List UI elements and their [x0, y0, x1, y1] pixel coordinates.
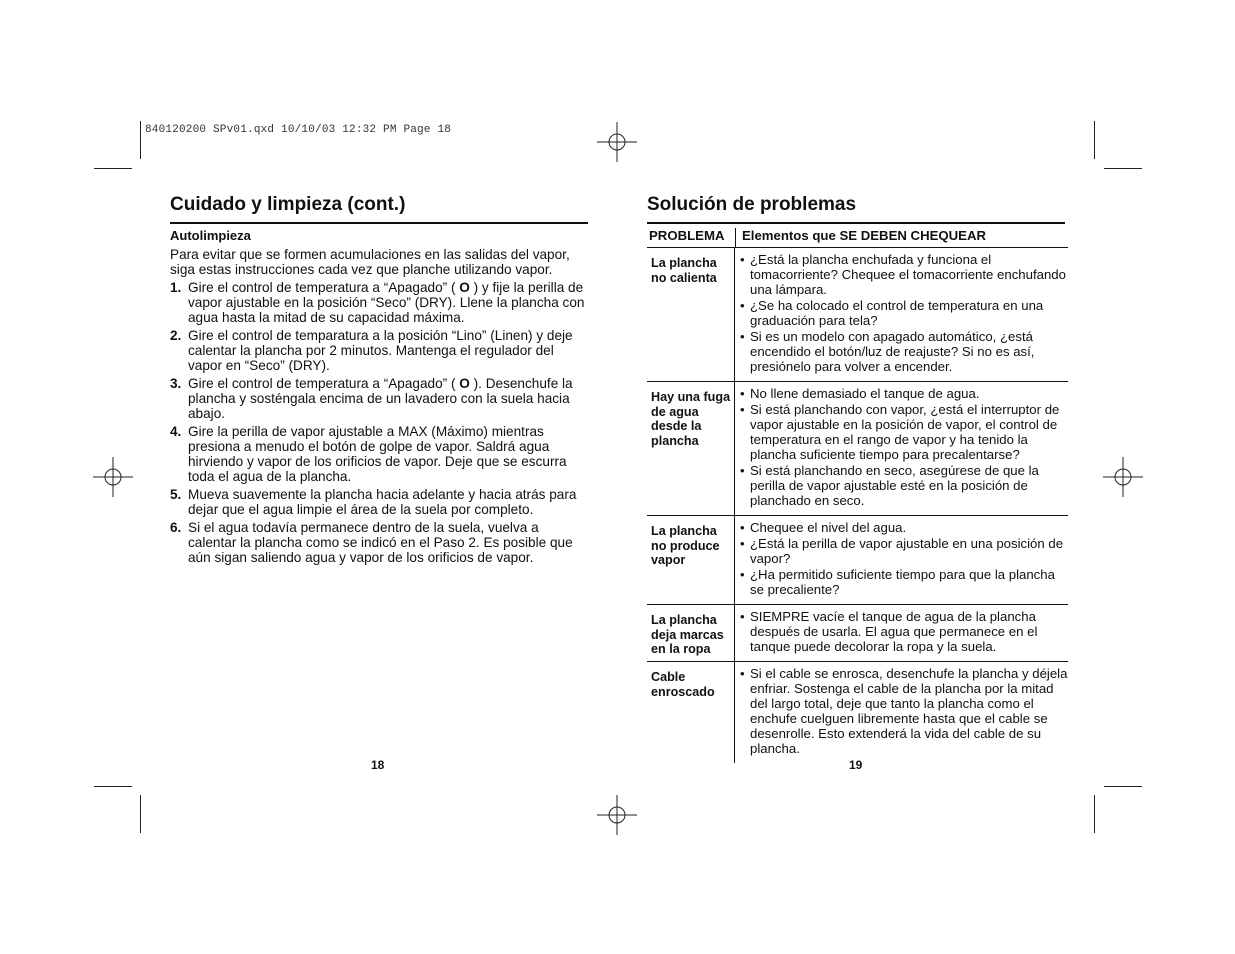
step-text: Gire el control de temperatura a “Apagado” (: [188, 280, 460, 295]
check-item: • Si está planchando en seco, asegúrese de que la perilla de vapor ajustable esté en la posición de planchado en seco.: [740, 463, 1068, 508]
crop-mark: [1104, 168, 1142, 169]
table-row: [647, 516, 1068, 605]
check-item: • ¿Se ha colocado el control de temperatura en una graduación para tela?: [740, 298, 1068, 328]
troubleshooting-table: [647, 228, 1068, 763]
table-row: [647, 662, 1068, 763]
cleaning-steps-list: [170, 280, 588, 565]
cleaning-step: [170, 328, 588, 373]
section-subheading: Autolimpieza: [170, 228, 251, 243]
crop-mark: [140, 795, 141, 833]
step-text: ). Desenchufe la plancha y sosténgala encima de un lavadero con la suela hacia abajo.: [188, 376, 573, 421]
check-item: • Chequee el nivel del agua.: [740, 520, 1068, 535]
step-text: Gire el control de temperatura a “Apagado” (: [188, 376, 460, 391]
registration-mark-icon: [597, 795, 637, 835]
checks-cell: [735, 662, 1068, 763]
cleaning-step: [170, 520, 588, 565]
left-page-heading: Cuidado y limpieza (cont.): [170, 194, 588, 224]
column-header-checks: Elementos que SE DEBEN CHEQUEAR: [742, 228, 987, 243]
step-text: Si el agua todavía permanece dentro de la suela, vuelva a calentar la plancha como se indicó en el Paso 2. Es posible que aún sigan saliendo agua y vapor de los orificios de vapor.: [188, 520, 573, 565]
section-intro: Para evitar que se formen acumulaciones en las salidas del vapor, siga estas instrucciones cada vez que planche utilizando vapor.: [170, 247, 570, 277]
checks-cell: [735, 382, 1068, 515]
cleaning-step: [170, 487, 588, 517]
right-page-heading: Solución de problemas: [647, 194, 1065, 224]
problem-cell: La plancha no produce vapor: [647, 516, 735, 604]
check-item: • Si el cable se enrosca, desenchufe la plancha y déjela enfriar. Sostenga el cable de la plancha por la mitad del largo total, deje que tanto la plancha como el enchufe cuelguen libremente hasta que el cable se desenrolle. Esto extenderá la vida del cable de su plancha.: [740, 666, 1068, 756]
column-header-problem: PROBLEMA: [647, 228, 736, 247]
problem-cell: La plancha deja marcas en la ropa: [647, 605, 735, 661]
cleaning-step: [170, 424, 588, 484]
registration-mark-icon: [93, 457, 133, 497]
table-row: [647, 382, 1068, 516]
registration-mark-icon: [597, 122, 637, 162]
step-number: 3.: [170, 376, 182, 391]
check-item: • Si está planchando con vapor, ¿está el interruptor de vapor ajustable en la posición de vapor, el control de temperatura en el rango de vapor y ha tenido la plancha suficiente tiempo para precalentarse?: [740, 402, 1068, 462]
cleaning-step: [170, 280, 588, 325]
step-text: Gire la perilla de vapor ajustable a MAX (Máximo) mientras presiona a menudo el botón de golpe de vapor. Saldrá agua hirviendo y vapor de los orificios de vapor. Deje que se escurra toda el agua de la plancha.: [188, 424, 567, 484]
check-item: • SIEMPRE vacíe el tanque de agua de la plancha después de usarla. El agua que permanece en el tanque puede decolorar la ropa y la suela.: [740, 609, 1068, 654]
checks-cell: [735, 516, 1068, 604]
step-number: 5.: [170, 487, 182, 502]
checks-cell: [735, 248, 1068, 381]
check-item: • ¿Ha permitido suficiente tiempo para que la plancha se precaliente?: [740, 567, 1068, 597]
problem-cell: Hay una fuga de agua desde la plancha: [647, 382, 735, 515]
page-number: 19: [849, 758, 863, 772]
step-text: ) y fije la perilla de vapor ajustable en la posición “Seco” (DRY). Llene la plancha con agua hasta la mitad de su capacidad máxima.: [188, 280, 585, 325]
step-text: Mueva suavemente la plancha hacia adelante y hacia atrás para dejar que el agua limpie el área de la suela por completo.: [188, 487, 577, 517]
table-header: [647, 228, 1068, 248]
step-number: 4.: [170, 424, 182, 439]
cleaning-step: [170, 376, 588, 421]
off-symbol: O: [459, 280, 470, 295]
crop-mark: [1104, 786, 1142, 787]
step-number: 6.: [170, 520, 182, 535]
crop-mark: [1094, 795, 1095, 833]
problem-cell: La plancha no calienta: [647, 248, 735, 381]
table-row: [647, 248, 1068, 382]
check-item: • Si es un modelo con apagado automático, ¿está encendido el botón/luz de reajuste? Si no es así, presiónelo para volver a encender.: [740, 329, 1068, 374]
file-slug: 840120200 SPv01.qxd 10/10/03 12:32 PM Page 18: [145, 124, 452, 136]
crop-mark: [94, 786, 132, 787]
check-item: • ¿Está la plancha enchufada y funciona el tomacorriente? Chequee el tomacorriente enchufando una lámpara.: [740, 252, 1068, 297]
off-symbol: O: [459, 376, 470, 391]
step-number: 1.: [170, 280, 182, 295]
crop-mark: [94, 168, 132, 169]
page-number: 18: [371, 758, 385, 772]
table-row: [647, 605, 1068, 662]
step-number: 2.: [170, 328, 182, 343]
crop-mark: [1094, 121, 1095, 159]
checks-cell: [735, 605, 1068, 661]
step-text: Gire el control de temparatura a la posición “Lino” (Linen) y deje calentar la plancha por 2 minutos. Mantenga el regulador del vapor en “Seco” (DRY).: [188, 328, 573, 373]
self-cleaning-section: [170, 228, 588, 568]
check-item: • ¿Está la perilla de vapor ajustable en una posición de vapor?: [740, 536, 1068, 566]
crop-mark: [140, 121, 141, 159]
check-item: • No llene demasiado el tanque de agua.: [740, 386, 1068, 401]
problem-cell: Cable enroscado: [647, 662, 735, 763]
registration-mark-icon: [1103, 457, 1143, 497]
